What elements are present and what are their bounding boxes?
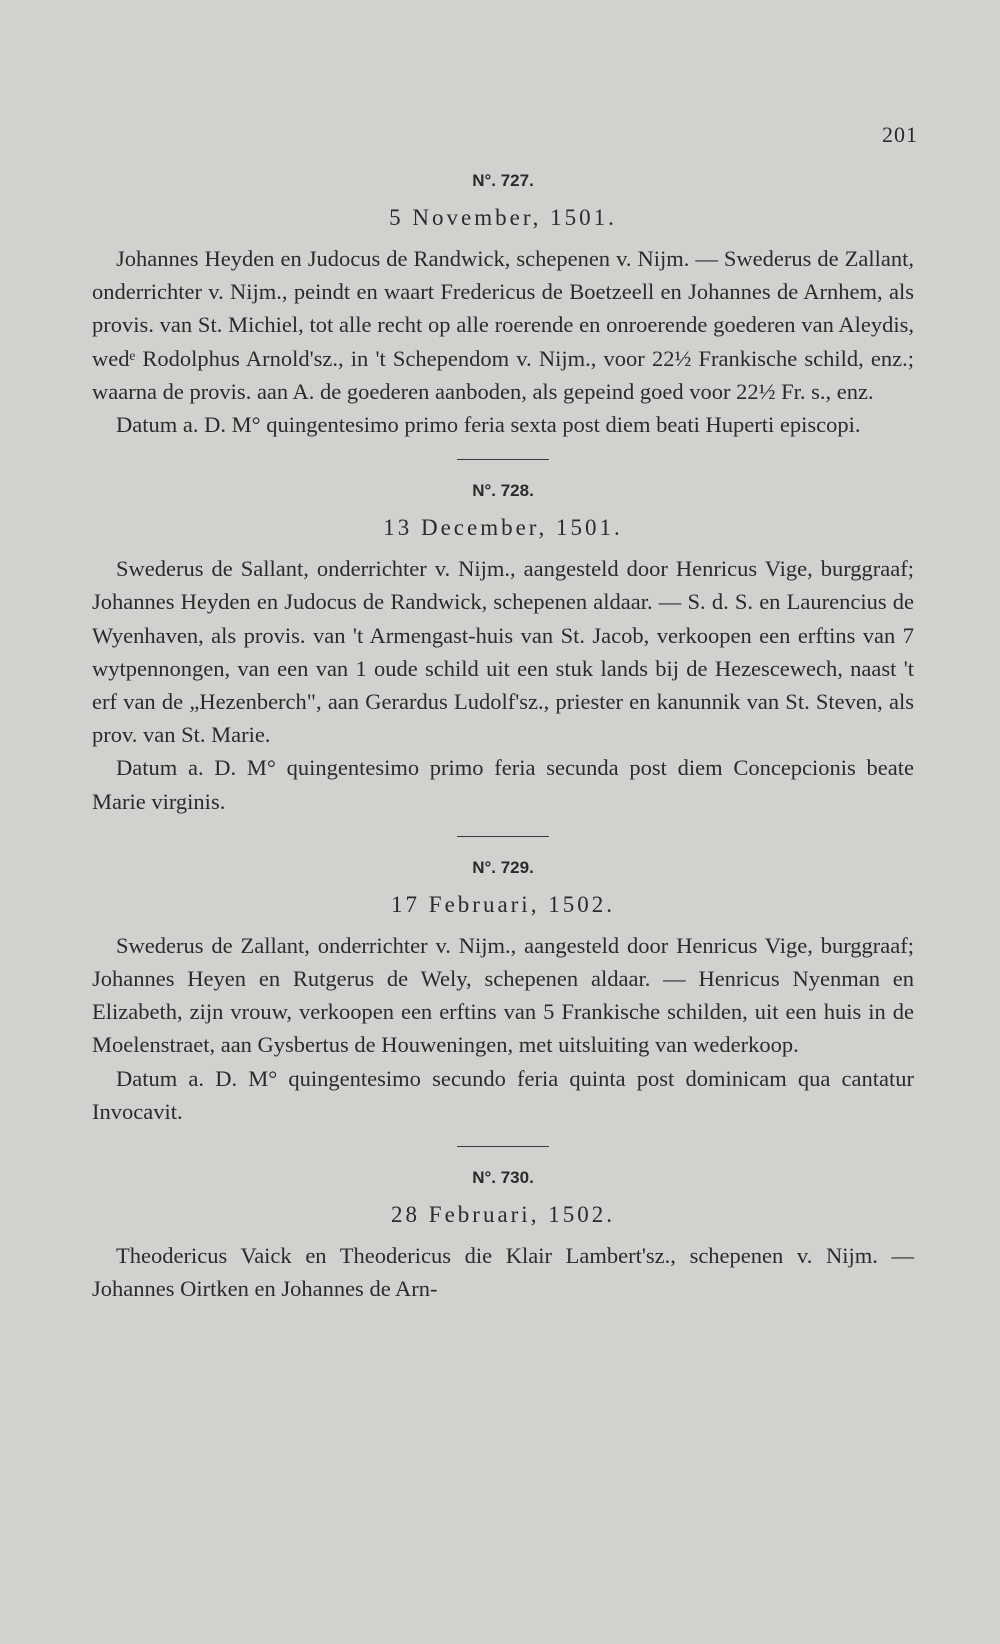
entry-paragraph: Datum a. D. M° quingentesimo secundo feria quinta post dominicam qua cantatur Invocavit.	[92, 1065, 914, 1124]
entry-date: 5 November, 1501.	[389, 205, 617, 230]
entry-730	[92, 1167, 914, 1305]
entry-paragraph: Swederus de Sallant, onderrichter v. Nijm., aangesteld door Henricus Vige, burggraaf; Johannes Heyden en Judocus de Randwick, schepenen aldaar. — S. d. S. en Laurencius de Wyenhaven, als provis. van 't Armengast-huis van St. Jacob, verkoopen een erftins van 7 wytpennongen, van een van 1 oude schild uit een stuk lands bij de Hezescewech, naast 't erf van de „Hezenberch", aan Gerardus Ludolf'sz., priester en kanunnik van St. Steven, als prov. van St. Marie.	[92, 556, 914, 748]
entry-727	[92, 170, 914, 441]
entry-paragraph: Datum a. D. M° quingentesimo primo feria secunda post diem Concepcionis beate Marie virginis.	[92, 755, 914, 814]
entry-date: 28 Februari, 1502.	[391, 1202, 615, 1228]
entry-number: N°. 727.	[472, 171, 534, 190]
entry-number: N°. 730.	[472, 1168, 534, 1188]
page-number: 201	[882, 122, 918, 147]
page-body	[92, 170, 914, 1305]
entry-paragraph: Swederus de Zallant, onderrichter v. Nijm., aangesteld door Henricus Vige, burggraaf; Johannes Heyen en Rutgerus de Wely, schepenen aldaar. — Henricus Nyenman en Elizabeth, zijn vrouw, verkoopen een erftins van 5 Frankische schilden, uit een huis in de Moelenstraet, aan Gysbertus de Houweningen, met uitsluiting van wederkoop.	[92, 932, 914, 1058]
entry-paragraph: Theodericus Vaick en Theodericus die Klair Lambert'sz., schepenen v. Nijm. — Johannes Oirtken en Johannes de Arn-	[92, 1243, 914, 1302]
entry-number: N°. 728.	[472, 481, 534, 501]
section-divider	[457, 1146, 549, 1147]
entry-729	[92, 857, 914, 1128]
section-divider	[457, 836, 549, 837]
entry-date: 17 Februari, 1502.	[391, 891, 615, 917]
entry-date: 13 December, 1501.	[383, 515, 623, 541]
entry-728	[92, 480, 914, 818]
entry-paragraph: Datum a. D. M° quingentesimo primo feria sexta post diem beati Huperti episcopi.	[116, 412, 861, 438]
entry-paragraph: Johannes Heyden en Judocus de Randwick, schepenen v. Nijm. — Swederus de Zallant, onderrichter v. Nijm., peindt en waart Fredericus de Boetzeell en Johannes de Arnhem, als provis. van St. Michiel, tot alle recht op alle roerende en onroerende goederen van Aleydis, wedᵉ Rodolphus Arnold'sz., in 't Schependom v. Nijm., voor 22½ Frankische schild, enz.; waarna de provis. aan A. de goederen aanboden, als gepeind goed voor 22½ Fr. s., enz.	[92, 246, 914, 404]
entry-number: N°. 729.	[472, 857, 534, 877]
section-divider	[457, 459, 549, 460]
